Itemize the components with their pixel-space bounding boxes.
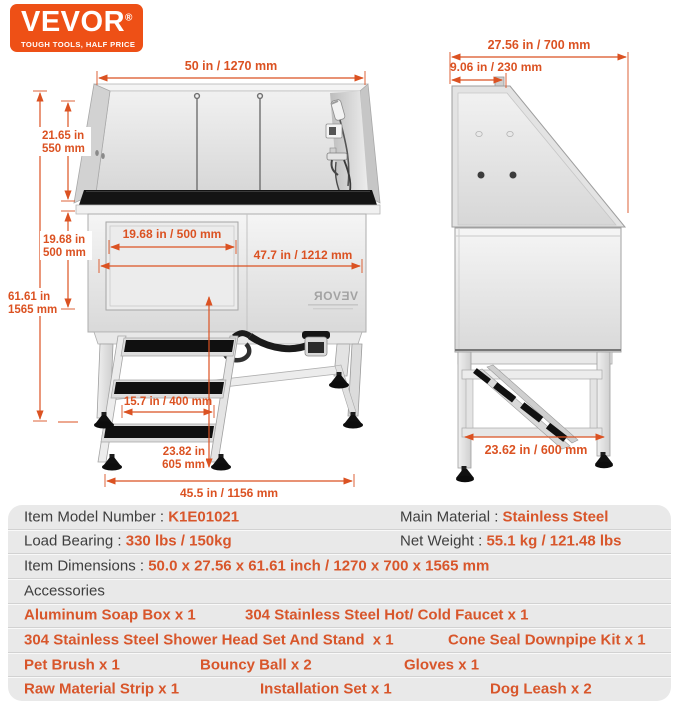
mount-hole — [478, 172, 485, 179]
accessory-item: Cone Seal Downpipe Kit x 1 — [448, 631, 646, 649]
vevor-tagline: TOUGH TOOLS, HALF PRICE — [21, 40, 136, 49]
accessory-item: Raw Material Strip x 1 — [24, 680, 180, 698]
dim-total-height-mm: 1565 mm — [8, 304, 58, 316]
dim-body-width-label: 47.7 in / 1212 mm — [253, 248, 353, 262]
spec-dimensions: Item Dimensions : 50.0 x 27.56 x 61.61 inch / 1270 x 700 x 1565 mm — [24, 557, 490, 575]
accessory-item: Dog Leash x 2 — [490, 680, 592, 698]
spec-row-dimensions — [8, 554, 671, 579]
accessories-row-2 — [8, 628, 671, 653]
dim-depth-label: 27.56 in / 700 mm — [487, 38, 591, 52]
front-tub-body — [76, 205, 380, 332]
side-splash-wall — [452, 77, 625, 227]
spec-model: Item Model Number : K1E01021 — [24, 508, 240, 526]
accessories-header: Accessories — [24, 582, 105, 600]
vevor-watermark-text: VEVOR — [313, 289, 358, 303]
accessories-row-4 — [8, 677, 671, 701]
dim-top-flat-label: 9.06 in / 230 mm — [450, 60, 543, 74]
side-hole — [95, 150, 99, 156]
accessory-item: 304 Stainless Steel Hot/ Cold Faucet x 1 — [245, 606, 529, 624]
accessories-row-1 — [8, 604, 671, 629]
accessory-item: Gloves x 1 — [404, 656, 480, 674]
registered-mark-icon: ® — [125, 12, 133, 24]
mount-hole — [476, 131, 482, 136]
dim-base-width-label: 45.5 in / 1156 mm — [179, 486, 279, 500]
vevor-logo-text: VEVOR® — [21, 6, 133, 38]
front-view — [74, 84, 380, 471]
dim-step-height-mm: 605 mm — [162, 459, 205, 471]
side-view — [452, 77, 625, 482]
accessory-item: Pet Brush x 1 — [24, 656, 120, 674]
shower-bracket — [326, 124, 342, 138]
dim-step-height-in: 23.82 in — [162, 446, 205, 458]
mount-hole — [510, 172, 517, 179]
spec-weight: Net Weight : 55.1 kg / 121.48 lbs — [400, 532, 622, 550]
dim-door-width-label: 19.68 in / 500 mm — [122, 227, 222, 241]
accessories-row-3 — [8, 653, 671, 678]
accessory-item: Bouncy Ball x 2 — [200, 656, 312, 674]
tub-basin — [79, 190, 377, 205]
dim-mid-height-in: 19.68 in — [43, 234, 86, 246]
spec-row-accessories-header — [8, 579, 671, 604]
side-tub-body — [455, 228, 621, 352]
dim-top-width-label: 50 in / 1270 mm — [184, 59, 278, 73]
accessory-item: Aluminum Soap Box x 1 — [24, 606, 196, 624]
accessory-item: 304 Stainless Steel Shower Head Set And Stand x 1 — [24, 631, 394, 649]
dim-step-width-label: 15.7 in / 400 mm — [123, 396, 213, 408]
dim-base-depth-label: 23.62 in / 600 mm — [484, 443, 588, 457]
side-hole — [101, 153, 105, 159]
dim-upper-height-mm: 550 mm — [42, 143, 85, 155]
spec-row-model-material — [8, 505, 671, 530]
dim-total-height-in: 61.61 in — [8, 291, 51, 303]
dim-upper-height-in: 21.65 in — [42, 130, 85, 142]
spec-row-load-weight — [8, 530, 671, 555]
accessory-item: Installation Set x 1 — [260, 680, 392, 698]
spec-table — [8, 505, 671, 701]
spec-load: Load Bearing : 330 lbs / 150kg — [24, 532, 232, 550]
mount-hole — [507, 131, 513, 136]
dim-mid-height-mm: 500 mm — [43, 247, 86, 259]
spec-material: Main Material : Stainless Steel — [400, 508, 609, 526]
